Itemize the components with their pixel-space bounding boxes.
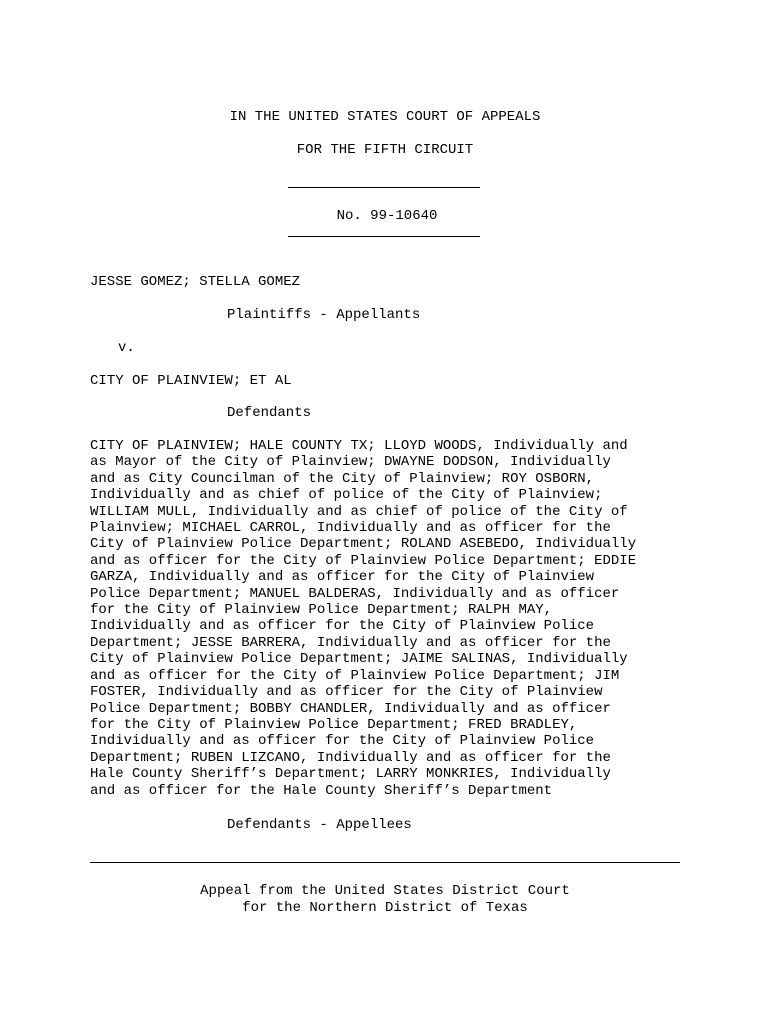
plaintiffs-role: Plaintiffs - Appellants	[227, 307, 421, 323]
defendants-line: Police Department; BOBBY CHANDLER, Individually and as officer	[90, 700, 611, 717]
appeal-line-1: Appeal from the United States District Court	[200, 883, 570, 899]
circuit-title: FOR THE FIFTH CIRCUIT	[296, 142, 474, 158]
caption-divider	[90, 862, 680, 863]
defendants-role: Defendants	[227, 405, 312, 421]
defendants-line: Police Department; MANUEL BALDERAS, Individually and as officer	[90, 585, 620, 602]
defendants-line: Individually and as officer for the City of Plainview Police	[90, 733, 595, 750]
defendants-line: for the City of Plainview Police Department; RALPH MAY,	[90, 602, 553, 619]
divider-top	[288, 187, 480, 188]
defendants-line: Department; JESSE BARRERA, Individually and as officer for the	[90, 634, 611, 651]
defendants-line: City of Plainview Police Department; JAIME SALINAS, Individually	[90, 651, 628, 668]
appellees-role: Defendants - Appellees	[227, 817, 412, 833]
defendants-line: Individually and as chief of police of the City of Plainview;	[90, 487, 603, 504]
court-title: IN THE UNITED STATES COURT OF APPEALS	[229, 109, 541, 125]
defendants-line: FOSTER, Individually and as officer for the City of Plainview	[90, 684, 603, 701]
defendants-line: CITY OF PLAINVIEW; HALE COUNTY TX; LLOYD WOODS, Individually and	[90, 438, 628, 454]
defendants-line: and as officer for the City of Plainview Police Department; EDDIE	[90, 552, 637, 569]
defendants-line: WILLIAM MULL, Individually and as chief of police of the City of	[90, 503, 628, 520]
plaintiffs-names: JESSE GOMEZ; STELLA GOMEZ	[90, 274, 301, 290]
defendants-line: Hale County Sheriff’s Department; LARRY MONKRIES, Individually	[90, 766, 611, 783]
appeal-line-2: for the Northern District of Texas	[242, 900, 528, 916]
case-number: No. 99-10640	[336, 208, 438, 224]
defendants-line: City of Plainview Police Department; ROLAND ASEBEDO, Individually	[90, 536, 637, 553]
defendants-line: GARZA, Individually and as officer for the City of Plainview	[90, 569, 595, 586]
defendants-line: for the City of Plainview Police Department; FRED BRADLEY,	[90, 716, 578, 733]
defendants-line: Individually and as officer for the City of Plainview Police	[90, 618, 595, 635]
defendants-line: and as officer for the City of Plainview Police Department; JIM	[90, 667, 620, 684]
defendants-line: Department; RUBEN LIZCANO, Individually and as officer for the	[90, 749, 611, 766]
versus: v.	[118, 340, 135, 356]
divider-bottom	[288, 236, 480, 237]
defendants-line: as Mayor of the City of Plainview; DWAYNE DODSON, Individually	[90, 454, 611, 471]
defendants-line: and as City Councilman of the City of Plainview; ROY OSBORN,	[90, 470, 595, 487]
defendants-line: and as officer for the Hale County Sheriff’s Department	[90, 782, 553, 799]
defendants-line: Plainview; MICHAEL CARROL, Individually and as officer for the	[90, 520, 611, 537]
defendants-short: CITY OF PLAINVIEW; ET AL	[90, 373, 292, 389]
defendants-full-list	[90, 438, 690, 799]
